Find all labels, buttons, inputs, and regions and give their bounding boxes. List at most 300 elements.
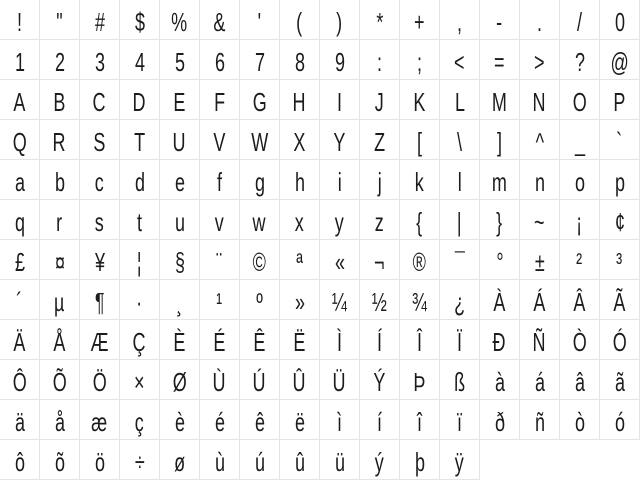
char-row [0, 200, 640, 240]
char-cell[interactable] [400, 120, 440, 160]
glyph: # [94, 8, 105, 38]
char-cell[interactable] [560, 0, 600, 40]
char-cell[interactable] [480, 120, 520, 160]
glyph: Û [292, 368, 307, 398]
char-cell[interactable] [240, 240, 280, 280]
glyph: ! [16, 8, 22, 38]
char-cell[interactable] [400, 400, 440, 440]
char-cell[interactable] [120, 280, 160, 320]
char-cell[interactable] [40, 320, 80, 360]
glyph: 0 [614, 8, 625, 38]
char-cell[interactable] [120, 120, 160, 160]
char-cell[interactable] [0, 0, 40, 40]
glyph: £ [14, 248, 25, 278]
char-cell[interactable] [320, 320, 360, 360]
glyph: s [95, 208, 104, 238]
char-cell[interactable] [560, 40, 600, 80]
char-cell[interactable] [560, 400, 600, 440]
glyph: ô [14, 448, 25, 478]
char-cell[interactable] [160, 240, 200, 280]
char-cell[interactable] [520, 80, 560, 120]
glyph: ¢ [614, 208, 625, 238]
char-cell[interactable] [200, 120, 240, 160]
char-cell[interactable] [160, 360, 200, 400]
char-cell[interactable] [280, 400, 320, 440]
glyph: i [337, 168, 342, 198]
char-cell[interactable] [600, 0, 640, 40]
glyph: 1 [14, 48, 25, 78]
char-cell[interactable] [0, 400, 40, 440]
char-cell[interactable] [280, 240, 320, 280]
glyph: 5 [174, 48, 185, 78]
char-cell[interactable] [600, 120, 640, 160]
glyph: y [335, 208, 344, 238]
char-cell[interactable] [440, 360, 480, 400]
char-cell[interactable] [160, 320, 200, 360]
char-cell[interactable] [520, 40, 560, 80]
char-cell[interactable] [600, 280, 640, 320]
glyph: G [252, 88, 267, 118]
char-cell[interactable] [280, 80, 320, 120]
glyph: F [213, 88, 226, 118]
char-cell[interactable] [440, 40, 480, 80]
char-cell[interactable] [600, 80, 640, 120]
char-cell[interactable] [400, 160, 440, 200]
glyph: K [413, 88, 426, 118]
char-cell[interactable] [600, 320, 640, 360]
glyph: é [214, 408, 225, 438]
char-cell[interactable] [80, 80, 120, 120]
char-cell[interactable] [520, 0, 560, 40]
char-cell[interactable] [200, 80, 240, 120]
glyph: É [213, 328, 226, 358]
char-cell[interactable] [0, 120, 40, 160]
glyph: ÷ [134, 448, 145, 478]
char-cell[interactable] [440, 320, 480, 360]
char-cell[interactable] [400, 0, 440, 40]
char-cell[interactable] [160, 0, 200, 40]
glyph: v [215, 208, 224, 238]
char-cell[interactable] [280, 200, 320, 240]
char-cell[interactable] [520, 320, 560, 360]
char-cell[interactable] [120, 440, 160, 480]
glyph: Þ [413, 368, 426, 398]
char-cell[interactable] [40, 240, 80, 280]
glyph: 3 [94, 48, 105, 78]
glyph: Y [333, 128, 346, 158]
char-cell[interactable] [520, 240, 560, 280]
char-cell[interactable] [40, 440, 80, 480]
glyph: Ð [492, 328, 507, 358]
char-cell[interactable] [520, 360, 560, 400]
glyph: 4 [134, 48, 145, 78]
char-cell[interactable] [160, 400, 200, 440]
char-cell[interactable] [480, 160, 520, 200]
glyph: d [134, 168, 145, 198]
char-cell[interactable] [480, 360, 520, 400]
char-cell[interactable] [80, 120, 120, 160]
char-cell[interactable] [40, 160, 80, 200]
glyph: Q [12, 128, 27, 158]
char-cell[interactable] [240, 80, 280, 120]
glyph: ; [416, 48, 422, 78]
glyph: + [414, 8, 425, 38]
char-cell[interactable] [600, 160, 640, 200]
char-cell[interactable] [120, 200, 160, 240]
glyph: w [252, 208, 267, 238]
char-cell[interactable] [200, 320, 240, 360]
glyph: ® [412, 248, 427, 278]
char-cell[interactable] [160, 440, 200, 480]
char-cell[interactable] [400, 280, 440, 320]
char-cell[interactable] [600, 40, 640, 80]
char-cell[interactable] [480, 240, 520, 280]
glyph: Ä [13, 328, 26, 358]
char-cell[interactable] [200, 160, 240, 200]
glyph: ¿ [453, 288, 466, 318]
char-cell[interactable] [0, 440, 40, 480]
glyph: \ [456, 128, 462, 158]
glyph: Z [373, 128, 386, 158]
char-cell[interactable] [360, 40, 400, 80]
glyph: õ [54, 448, 65, 478]
glyph: » [294, 288, 305, 318]
glyph: I [336, 88, 342, 118]
char-cell[interactable] [480, 40, 520, 80]
char-cell[interactable] [80, 320, 120, 360]
glyph: - [496, 8, 503, 38]
char-cell[interactable] [280, 40, 320, 80]
char-cell[interactable] [560, 280, 600, 320]
glyph: < [454, 48, 465, 78]
glyph: ¾ [411, 288, 428, 318]
char-cell[interactable] [200, 400, 240, 440]
char-cell[interactable] [320, 440, 360, 480]
glyph: Î [416, 328, 422, 358]
char-cell[interactable] [160, 80, 200, 120]
glyph: C [92, 88, 107, 118]
char-cell[interactable] [560, 200, 600, 240]
glyph: ¡ [576, 208, 583, 238]
char-cell[interactable] [80, 280, 120, 320]
char-cell[interactable] [320, 0, 360, 40]
glyph: " [56, 8, 63, 38]
char-cell[interactable] [0, 200, 40, 240]
char-cell[interactable] [400, 440, 440, 480]
char-cell[interactable] [520, 400, 560, 440]
char-cell[interactable] [600, 200, 640, 240]
char-cell[interactable] [160, 40, 200, 80]
glyph: P [613, 88, 626, 118]
glyph: Ï [456, 328, 462, 358]
char-cell[interactable] [320, 80, 360, 120]
glyph: ß [453, 368, 466, 398]
glyph: t [136, 208, 142, 238]
char-cell[interactable] [440, 280, 480, 320]
char-cell[interactable] [80, 40, 120, 80]
glyph: Ù [212, 368, 227, 398]
char-cell[interactable] [160, 280, 200, 320]
glyph: _ [574, 128, 585, 158]
glyph: [ [416, 128, 422, 158]
char-cell[interactable] [80, 0, 120, 40]
char-row [0, 320, 640, 360]
glyph: ¥ [94, 248, 105, 278]
char-cell[interactable] [520, 120, 560, 160]
char-cell[interactable] [40, 0, 80, 40]
char-cell[interactable] [0, 240, 40, 280]
char-cell[interactable] [80, 400, 120, 440]
char-cell[interactable] [80, 360, 120, 400]
char-cell[interactable] [360, 120, 400, 160]
char-cell[interactable] [360, 360, 400, 400]
glyph: R [52, 128, 67, 158]
char-cell[interactable] [520, 280, 560, 320]
glyph: ¶ [94, 288, 105, 318]
char-cell[interactable] [360, 80, 400, 120]
glyph: Ó [612, 328, 627, 358]
char-cell[interactable] [40, 80, 80, 120]
char-cell[interactable] [360, 240, 400, 280]
char-cell[interactable] [200, 240, 240, 280]
char-cell[interactable] [360, 400, 400, 440]
char-row [0, 80, 640, 120]
char-cell[interactable] [320, 240, 360, 280]
glyph: * [375, 8, 383, 38]
char-cell[interactable] [80, 240, 120, 280]
char-row [0, 120, 640, 160]
char-cell[interactable] [120, 40, 160, 80]
char-cell[interactable] [280, 360, 320, 400]
glyph: z [375, 208, 384, 238]
char-cell[interactable] [560, 120, 600, 160]
char-cell[interactable] [440, 440, 480, 480]
char-cell[interactable] [240, 0, 280, 40]
glyph: : [376, 48, 382, 78]
char-cell[interactable] [320, 120, 360, 160]
char-cell[interactable] [560, 320, 600, 360]
char-cell[interactable] [80, 200, 120, 240]
char-cell[interactable] [360, 280, 400, 320]
char-cell[interactable] [320, 200, 360, 240]
glyph: { [416, 208, 423, 238]
glyph: © [252, 248, 267, 278]
char-row [0, 240, 640, 280]
char-cell[interactable] [440, 200, 480, 240]
glyph: ( [296, 8, 303, 38]
char-cell[interactable] [480, 280, 520, 320]
glyph: } [496, 208, 503, 238]
glyph: W [250, 128, 268, 158]
glyph: æ [91, 408, 108, 438]
glyph: Æ [90, 328, 109, 358]
glyph: ² [576, 248, 583, 278]
glyph: Ë [293, 328, 306, 358]
char-cell[interactable] [360, 440, 400, 480]
char-cell[interactable] [360, 0, 400, 40]
char-cell[interactable] [440, 0, 480, 40]
char-cell[interactable] [0, 160, 40, 200]
char-cell[interactable] [560, 160, 600, 200]
glyph: J [375, 88, 384, 118]
char-cell[interactable] [0, 360, 40, 400]
char-cell[interactable] [200, 0, 240, 40]
char-cell[interactable] [200, 280, 240, 320]
char-cell[interactable] [320, 400, 360, 440]
char-cell[interactable] [120, 160, 160, 200]
char-cell[interactable] [120, 360, 160, 400]
char-cell[interactable] [240, 400, 280, 440]
char-cell[interactable] [600, 400, 640, 440]
glyph: Ñ [532, 328, 547, 358]
char-cell[interactable] [240, 200, 280, 240]
glyph: ~ [534, 208, 545, 238]
char-cell[interactable] [120, 80, 160, 120]
char-cell[interactable] [280, 120, 320, 160]
char-cell[interactable] [560, 80, 600, 120]
char-cell[interactable] [480, 400, 520, 440]
glyph: « [334, 248, 345, 278]
char-cell[interactable] [280, 160, 320, 200]
char-cell[interactable] [40, 280, 80, 320]
glyph: · [136, 288, 143, 318]
char-cell[interactable] [360, 320, 400, 360]
glyph: , [456, 8, 462, 38]
char-cell[interactable] [440, 160, 480, 200]
glyph: Í [376, 328, 382, 358]
glyph: . [536, 8, 542, 38]
char-cell[interactable] [320, 360, 360, 400]
char-cell[interactable] [240, 40, 280, 80]
glyph: L [454, 88, 465, 118]
char-cell[interactable] [40, 120, 80, 160]
char-cell[interactable] [240, 280, 280, 320]
glyph: ¸ [176, 288, 183, 318]
glyph: ¼ [331, 288, 348, 318]
glyph: à [494, 368, 505, 398]
char-cell[interactable] [440, 400, 480, 440]
char-cell[interactable] [480, 0, 520, 40]
char-cell[interactable] [240, 160, 280, 200]
char-cell[interactable] [200, 360, 240, 400]
char-cell[interactable] [360, 160, 400, 200]
char-cell[interactable] [400, 80, 440, 120]
glyph: í [376, 408, 382, 438]
char-cell[interactable] [400, 360, 440, 400]
glyph: ÿ [455, 448, 464, 478]
char-cell[interactable] [600, 360, 640, 400]
char-cell[interactable] [480, 320, 520, 360]
glyph: ó [614, 408, 625, 438]
char-cell[interactable] [520, 200, 560, 240]
char-cell[interactable] [160, 120, 200, 160]
glyph: = [494, 48, 505, 78]
char-cell[interactable] [200, 40, 240, 80]
char-cell[interactable] [520, 160, 560, 200]
char-cell[interactable] [320, 160, 360, 200]
char-cell[interactable] [280, 0, 320, 40]
char-cell[interactable] [160, 160, 200, 200]
char-cell[interactable] [480, 200, 520, 240]
glyph: ] [496, 128, 502, 158]
char-cell[interactable] [80, 440, 120, 480]
char-cell[interactable] [200, 440, 240, 480]
glyph: û [294, 448, 305, 478]
char-cell[interactable] [240, 360, 280, 400]
char-cell[interactable] [40, 200, 80, 240]
char-cell[interactable] [40, 360, 80, 400]
char-cell[interactable] [80, 160, 120, 200]
char-cell[interactable] [560, 240, 600, 280]
char-cell[interactable] [200, 200, 240, 240]
char-cell[interactable] [240, 320, 280, 360]
char-cell[interactable] [320, 40, 360, 80]
char-cell[interactable] [280, 280, 320, 320]
glyph: ø [173, 448, 186, 478]
glyph: @ [610, 48, 629, 78]
char-cell[interactable] [120, 240, 160, 280]
char-cell[interactable] [440, 120, 480, 160]
char-cell[interactable] [400, 240, 440, 280]
glyph: Õ [52, 368, 67, 398]
glyph: ° [495, 248, 504, 278]
char-cell[interactable] [320, 280, 360, 320]
glyph: 7 [254, 48, 265, 78]
char-cell[interactable] [440, 80, 480, 120]
glyph: U [172, 128, 187, 158]
glyph: T [133, 128, 146, 158]
char-cell[interactable] [240, 120, 280, 160]
glyph: ± [534, 248, 545, 278]
char-cell[interactable] [120, 400, 160, 440]
char-cell[interactable] [400, 320, 440, 360]
glyph: ) [336, 8, 343, 38]
glyph: ý [375, 448, 384, 478]
char-cell[interactable] [560, 360, 600, 400]
glyph: î [416, 408, 422, 438]
glyph: è [174, 408, 185, 438]
glyph: ¯ [454, 248, 465, 278]
char-cell[interactable] [40, 40, 80, 80]
char-cell[interactable] [40, 400, 80, 440]
char-cell[interactable] [480, 80, 520, 120]
char-cell[interactable] [360, 200, 400, 240]
char-cell[interactable] [0, 40, 40, 80]
glyph: Å [53, 328, 66, 358]
glyph: O [572, 88, 587, 118]
char-cell[interactable] [400, 40, 440, 80]
char-cell[interactable] [0, 320, 40, 360]
char-cell[interactable] [440, 240, 480, 280]
glyph: p [614, 168, 625, 198]
char-cell[interactable] [0, 80, 40, 120]
char-cell[interactable] [120, 320, 160, 360]
char-cell[interactable] [600, 240, 640, 280]
char-cell[interactable] [160, 200, 200, 240]
char-cell[interactable] [280, 320, 320, 360]
char-cell[interactable] [0, 280, 40, 320]
glyph: j [377, 168, 382, 198]
glyph: ª [296, 248, 303, 278]
glyph: å [54, 408, 65, 438]
glyph: þ [414, 448, 425, 478]
char-cell[interactable] [400, 200, 440, 240]
char-cell[interactable] [120, 0, 160, 40]
glyph: Ü [332, 368, 347, 398]
char-cell[interactable] [280, 440, 320, 480]
glyph: ê [254, 408, 265, 438]
char-cell[interactable] [240, 440, 280, 480]
